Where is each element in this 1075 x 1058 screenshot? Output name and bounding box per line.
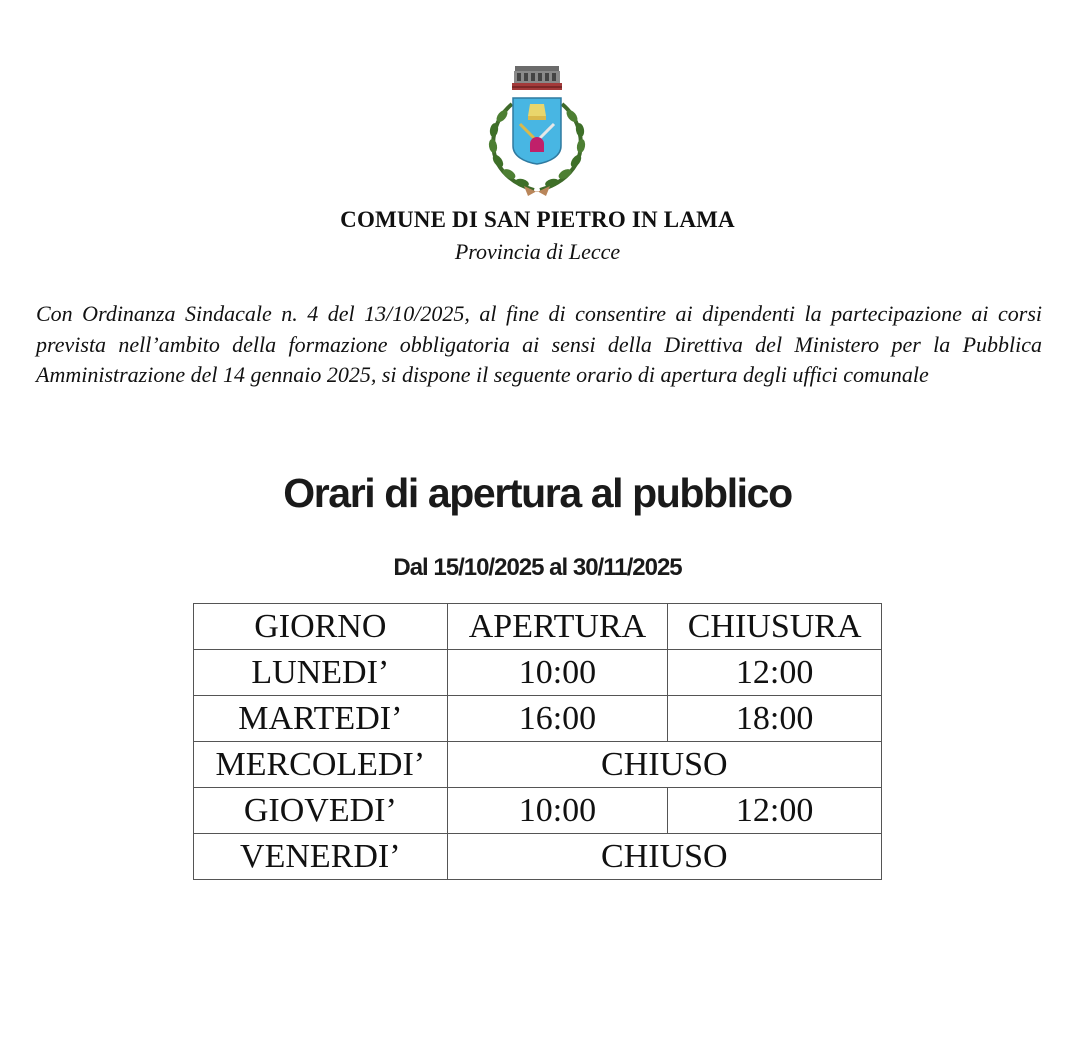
closing-time-cell: 12:00 <box>668 788 882 834</box>
province-name: Provincia di Lecce <box>454 239 621 264</box>
opening-hours-table <box>193 603 882 880</box>
opening-time-cell: 16:00 <box>447 696 668 742</box>
day-cell: VENERDI’ <box>194 834 448 880</box>
day-cell: GIOVEDI’ <box>194 788 448 834</box>
closed-cell: CHIUSO <box>447 742 881 788</box>
table-header-row <box>194 604 882 650</box>
table-row <box>194 834 882 880</box>
schedule-period: Dal 15/10/2025 al 30/11/2025 <box>393 554 682 581</box>
table-row <box>194 742 882 788</box>
day-cell: MERCOLEDI’ <box>194 742 448 788</box>
column-header-opening: APERTURA <box>447 604 668 650</box>
day-cell: MARTEDI’ <box>194 696 448 742</box>
municipality-name: COMUNE DI SAN PIETRO IN LAMA <box>340 207 735 232</box>
table-row <box>194 788 882 834</box>
closing-time-cell: 12:00 <box>668 650 882 696</box>
coat-of-arms-icon <box>484 64 590 198</box>
table-row <box>194 650 882 696</box>
column-header-closing: CHIUSURA <box>668 604 882 650</box>
schedule-title: Orari di apertura al pubblico <box>283 470 792 516</box>
opening-time-cell: 10:00 <box>447 788 668 834</box>
ordinance-paragraph: Con Ordinanza Sindacale n. 4 del 13/10/2025, al fine di consentire ai dipendenti la partecipazione ai corsi prevista nell’ambito della formazione obbligatoria ai sensi della Direttiva del Ministero per la Pubblica Amministrazione del 14 gennaio 2025, si dispone il seguente orario di apertura degli uffici comunale <box>36 301 1042 387</box>
opening-time-cell: 10:00 <box>447 650 668 696</box>
table-row <box>194 696 882 742</box>
day-cell: LUNEDI’ <box>194 650 448 696</box>
closing-time-cell: 18:00 <box>668 696 882 742</box>
column-header-day: GIORNO <box>194 604 448 650</box>
closed-cell: CHIUSO <box>447 834 881 880</box>
